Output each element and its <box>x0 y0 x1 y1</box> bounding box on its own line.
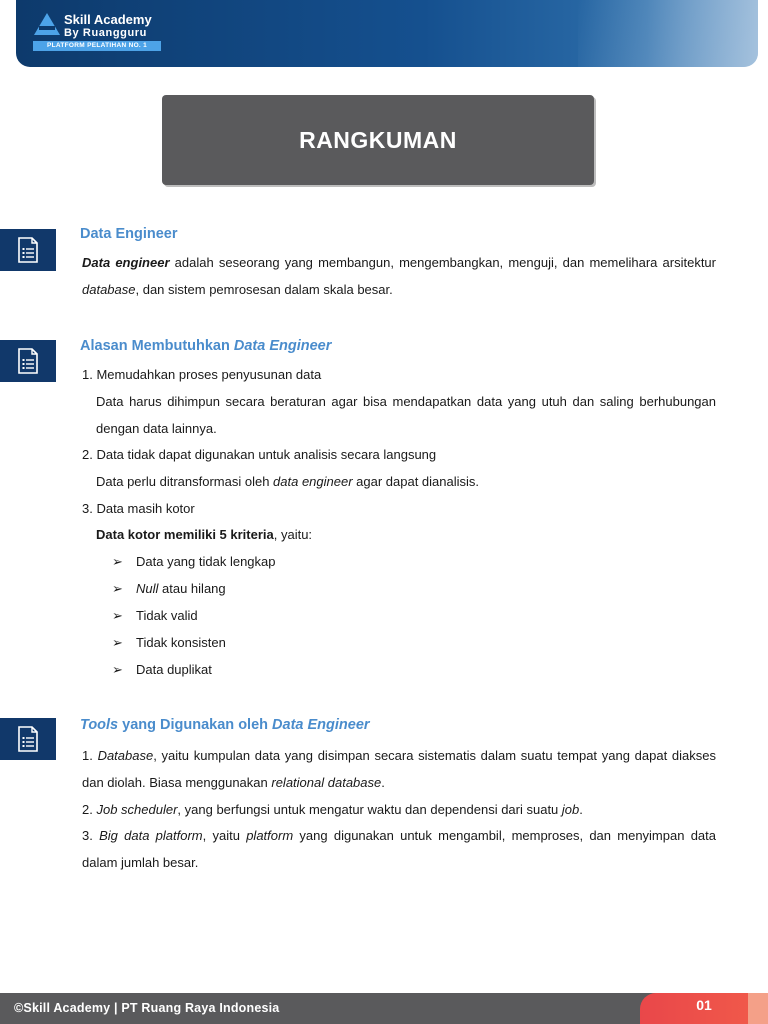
document-icon-tab <box>0 718 56 760</box>
reason-3-criteria: Data kotor memiliki 5 kriteria, yaitu: <box>96 527 313 542</box>
reason-1-desc: Data harus dihimpun secara beraturan agar bisa mendapatkan data yang utuh dan saling berhubungan dengan data lainnya. <box>96 394 716 436</box>
reason-1-title: 1. Memudahkan proses penyusunan data <box>82 367 322 382</box>
criteria-item: Tidak konsisten <box>136 635 226 650</box>
section-title-alasan: Alasan Membutuhkan Data Engineer <box>80 338 332 354</box>
header-decoration <box>578 0 758 67</box>
reason-3-title: 3. Data masih kotor <box>82 501 195 516</box>
section-title-tools: Tools yang Digunakan oleh Data Engineer <box>80 717 370 733</box>
logo-name: Skill Academy <box>64 12 152 27</box>
reason-2-title: 2. Data tidak dapat digunakan untuk analisis secara langsung <box>82 447 437 462</box>
document-icon <box>17 726 39 752</box>
paragraph-definition: Data engineer adalah seseorang yang membangun, mengembangkan, menguji, dan memelihara arsitektur database, dan sistem pemrosesan dalam skala besar. <box>82 255 716 297</box>
arrow-bullet-icon: ➢ <box>112 554 123 569</box>
criteria-item: Tidak valid <box>136 608 198 623</box>
tool-2-job-scheduler: 2. Job scheduler, yang berfungsi untuk mengatur waktu dan dependensi dari suatu job. <box>82 802 583 817</box>
criteria-item: Data duplikat <box>136 662 212 677</box>
criteria-item: Null atau hilang <box>136 581 226 596</box>
arrow-bullet-icon: ➢ <box>112 662 123 677</box>
logo-icon <box>34 13 60 35</box>
document-icon-tab <box>0 229 56 271</box>
tool-1-database: 1. Database, yaitu kumpulan data yang disimpan secara sistematis dalam suatu tempat yang dapat diakses dan diolah. Biasa menggunakan relational database. <box>82 748 716 790</box>
title-box <box>162 95 594 185</box>
document-icon-tab <box>0 340 56 382</box>
page-title: RANGKUMAN <box>299 126 457 153</box>
page-number: 01 <box>696 997 712 1013</box>
reason-2-desc: Data perlu ditransformasi oleh data engineer agar dapat dianalisis. <box>96 474 480 489</box>
logo-subtitle: By Ruangguru <box>64 27 147 39</box>
arrow-bullet-icon: ➢ <box>112 581 123 596</box>
document-icon <box>17 237 39 263</box>
section-title-data-engineer: Data Engineer <box>80 226 178 242</box>
logo <box>34 13 152 39</box>
criteria-item: Data yang tidak lengkap <box>136 554 276 569</box>
footer-copyright: ©Skill Academy | PT Ruang Raya Indonesia <box>14 1001 280 1015</box>
tool-3-big-data-platform: 3. Big data platform, yaitu platform yang digunakan untuk mengambil, memproses, dan menyimpan data dalam jumlah besar. <box>82 828 716 870</box>
document-icon <box>17 348 39 374</box>
arrow-bullet-icon: ➢ <box>112 635 123 650</box>
arrow-bullet-icon: ➢ <box>112 608 123 623</box>
logo-badge: PLATFORM PELATIHAN NO. 1 <box>33 41 161 51</box>
